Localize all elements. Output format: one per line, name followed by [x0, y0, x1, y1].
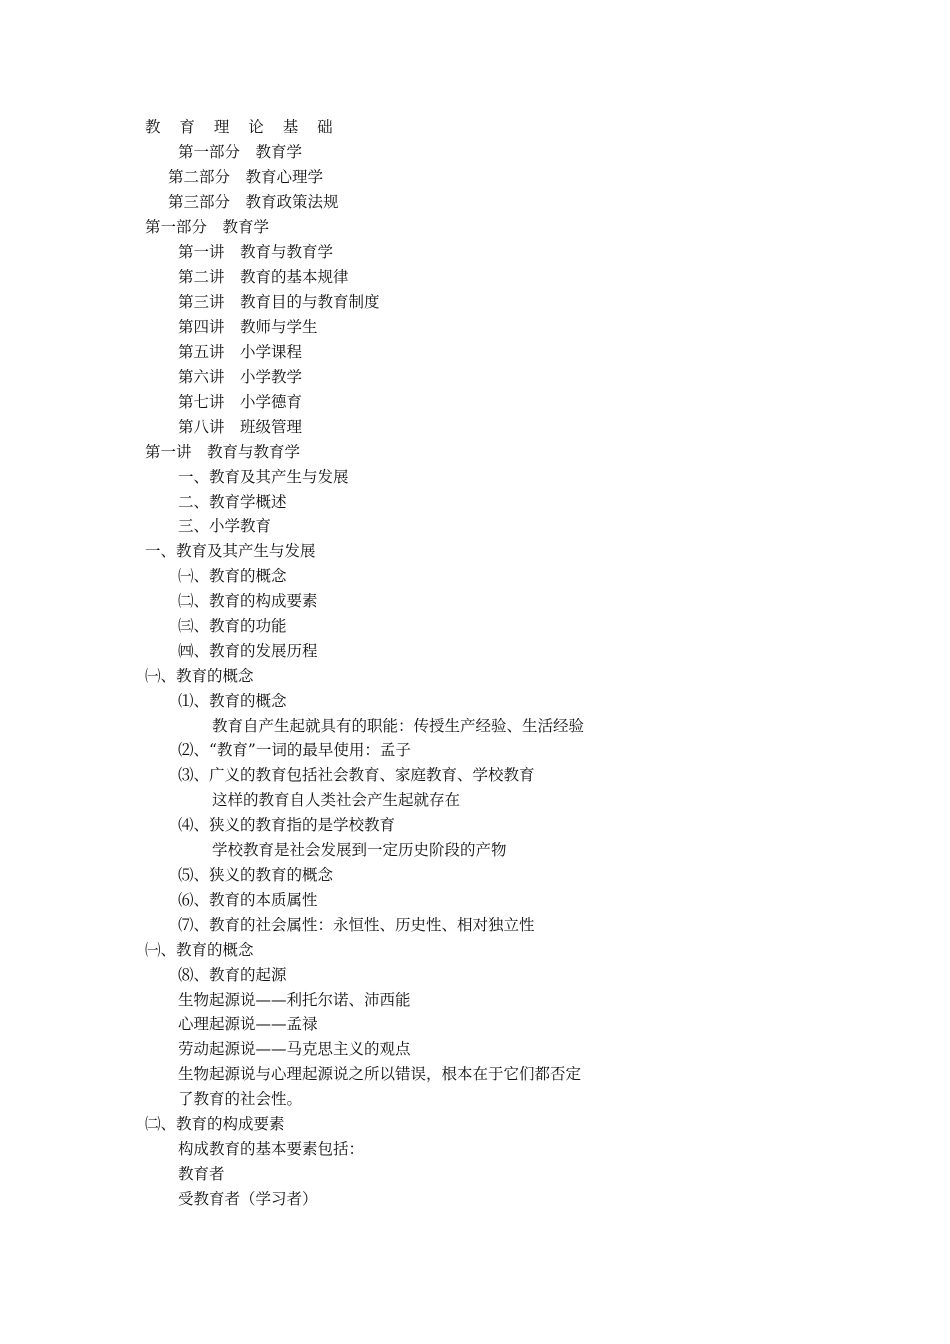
outline-line: ⑴、教育的概念 — [178, 692, 287, 710]
outline-line: 第二讲 教育的基本规律 — [178, 268, 349, 286]
body-text: 生物起源说与心理起源说之所以错误，根本在于它们都否定 — [178, 1065, 582, 1083]
outline-line: 第三部分 教育政策法规 — [168, 193, 339, 211]
section-heading: ㈠、教育的概念 — [145, 941, 254, 959]
outline-line: 第五讲 小学课程 — [178, 343, 303, 361]
outline-line: 第三讲 教育目的与教育制度 — [178, 293, 380, 311]
outline-line: ㈢、教育的功能 — [178, 617, 287, 635]
outline-line: 第六讲 小学教学 — [178, 368, 303, 386]
section-heading: ㈡、教育的构成要素 — [145, 1115, 285, 1133]
body-text: 构成教育的基本要素包括： — [178, 1140, 365, 1158]
section-heading: ㈠、教育的概念 — [145, 667, 254, 685]
outline-line: 一、教育及其产生与发展 — [178, 468, 349, 486]
outline-line: 第一部分 教育学 — [178, 143, 303, 161]
section-heading: 一、教育及其产生与发展 — [145, 542, 316, 560]
body-text: 受教育者（学习者） — [178, 1190, 318, 1208]
outline-line: ⑻、教育的起源 — [178, 966, 287, 984]
doc-title: 教 育 理 论 基 础 — [145, 118, 340, 136]
outline-line: ㈡、教育的构成要素 — [178, 592, 318, 610]
section-heading: 第一讲 教育与教育学 — [145, 443, 301, 461]
body-text: 劳动起源说——马克思主义的观点 — [178, 1040, 411, 1058]
outline-line: 第一讲 教育与教育学 — [178, 243, 334, 261]
outline-line: ㈣、教育的发展历程 — [178, 642, 318, 660]
body-text: 这样的教育自人类社会产生起就存在 — [212, 791, 461, 809]
outline-line: ⑹、教育的本质属性 — [178, 891, 318, 909]
outline-line: 第七讲 小学德育 — [178, 393, 303, 411]
outline-line: ⑺、教育的社会属性：永恒性、历史性、相对独立性 — [178, 916, 535, 934]
body-text: 生物起源说——利托尔诺、沛西能 — [178, 991, 411, 1009]
body-text: 教育自产生起就具有的职能：传授生产经验、生活经验 — [212, 717, 585, 735]
section-heading: 第一部分 教育学 — [145, 218, 270, 236]
outline-line: 第四讲 教师与学生 — [178, 318, 318, 336]
body-text: 教育者 — [178, 1165, 225, 1183]
outline-line: 第二部分 教育心理学 — [168, 168, 324, 186]
outline-line: ⑸、狭义的教育的概念 — [178, 866, 334, 884]
outline-line: ⑶、广义的教育包括社会教育、家庭教育、学校教育 — [178, 766, 535, 784]
body-text: 学校教育是社会发展到一定历史阶段的产物 — [212, 841, 507, 859]
outline-line: 二、教育学概述 — [178, 493, 287, 511]
outline-line: 第八讲 班级管理 — [178, 418, 303, 436]
body-text: 了教育的社会性。 — [178, 1090, 303, 1108]
outline-line: 三、小学教育 — [178, 517, 272, 535]
outline-line: ㈠、教育的概念 — [178, 567, 287, 585]
outline-line: ⑷、狭义的教育指的是学校教育 — [178, 816, 396, 834]
outline-line: ⑵、“教育”一词的最早使用：孟子 — [178, 741, 411, 759]
body-text: 心理起源说——孟禄 — [178, 1015, 318, 1033]
